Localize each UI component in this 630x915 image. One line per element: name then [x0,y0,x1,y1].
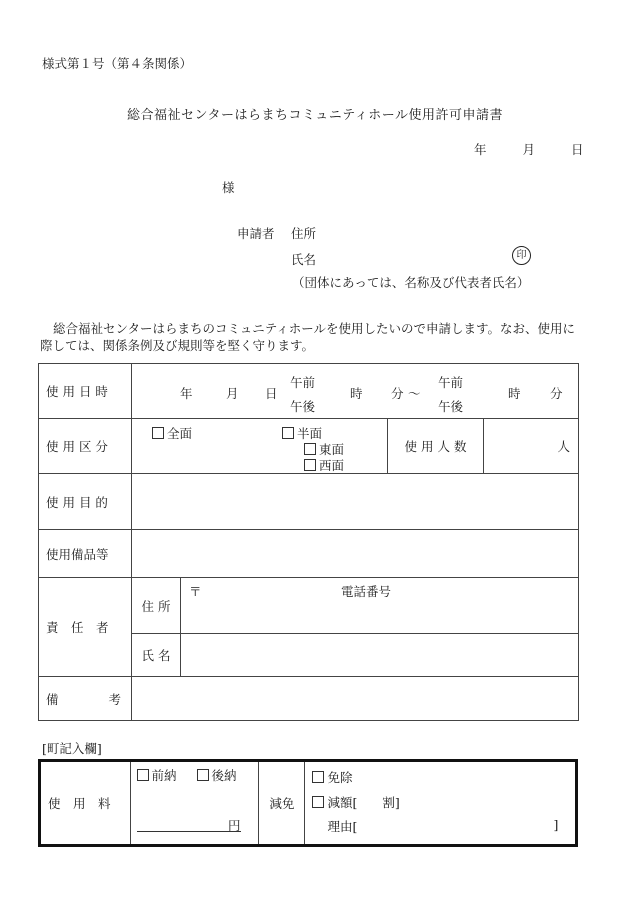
remarks-field[interactable] [132,677,579,721]
phone-label: 電話番号 [341,584,392,599]
dt-am-start[interactable]: 午前 [290,374,316,390]
yen-unit: 円 [227,818,241,833]
addressee-suffix: 様 [222,180,235,195]
prepay-option[interactable]: 前納 [137,766,177,784]
checkbox-icon[interactable] [312,771,324,783]
remarks-label: 備 考 [39,677,132,721]
usage-datetime-label: 使 用 日 時 [39,364,132,419]
dt-pm-start[interactable]: 午後 [290,398,316,414]
resp-address-label: 住 所 [132,578,181,634]
exempt-option[interactable]: 免除 [312,768,352,786]
resp-name-field[interactable] [181,634,579,677]
usage-category-label: 使 用 区 分 [39,419,132,474]
responsible-person-label: 責 任 者 [39,578,132,677]
postal-mark: 〒 [189,584,202,599]
equipment-label: 使用備品等 [39,530,132,578]
declaration-text: 総合福祉センターはらまちのコミュニティホールを使用したいので申請します。なお、使用に際しては、関係条例及び規則等を堅く守ります。 [40,321,576,353]
dt-minute-start: 分 [391,385,404,401]
organization-note: （団体にあっては、名称及び代表者氏名） [292,275,530,290]
fee-amount-input[interactable] [137,816,241,832]
date-day-label: 日 [570,142,584,157]
checkbox-icon[interactable] [197,769,209,781]
form-reference: 様式第１号（第４条関係） [42,56,193,71]
reduction-label: 減免 [259,761,305,846]
usage-datetime-field[interactable] [132,364,579,419]
applicant-name-label: 氏名 [291,252,317,267]
equipment-field[interactable] [132,530,579,578]
people-count-field[interactable] [484,419,579,474]
people-unit: 人 [557,439,570,454]
reduction-field[interactable] [305,761,577,846]
checkbox-icon[interactable] [304,459,316,471]
dt-month: 月 [226,385,239,401]
reduce-option[interactable]: 減額[ 割] [312,793,399,811]
usage-category-field[interactable] [132,419,388,474]
date-year-label: 年 [474,142,487,157]
dt-pm-end[interactable]: 午後 [438,398,464,414]
dt-year: 年 [180,385,193,401]
people-count-label: 使 用 人 数 [388,419,484,474]
option-full[interactable]: 全面 [152,424,192,442]
reason-close: ] [553,817,559,832]
page-title: 総合福祉センターはらまちコミュニティホール使用許可申請書 [127,108,503,123]
option-east[interactable]: 東面 [304,440,344,458]
usage-fee-field[interactable] [130,761,259,846]
dt-am-end[interactable]: 午前 [438,374,464,390]
dt-tilde: ～ [408,385,421,401]
option-west[interactable]: 西面 [304,456,344,474]
office-use-label: [町記入欄] [42,741,102,756]
checkbox-icon[interactable] [304,443,316,455]
postpay-option[interactable]: 後納 [197,766,237,784]
checkbox-icon[interactable] [312,796,324,808]
fee-table [38,759,578,847]
application-date[interactable] [474,140,583,158]
dt-minute-end: 分 [550,385,563,401]
applicant-label: 申請者 [237,226,275,241]
checkbox-icon[interactable] [152,427,164,439]
checkbox-icon[interactable] [137,769,149,781]
checkbox-icon[interactable] [282,427,294,439]
seal-mark: 印 [512,246,531,265]
resp-address-field[interactable] [181,578,579,634]
option-half[interactable]: 半面 [282,424,322,442]
dt-day: 日 [265,385,278,401]
usage-purpose-label: 使 用 目 的 [39,474,132,530]
dt-hour-start: 時 [350,385,363,401]
reason-label: 理由[ [327,819,358,834]
usage-fee-label: 使 用 料 [40,761,131,846]
usage-purpose-field[interactable] [132,474,579,530]
date-month-label: 月 [522,142,535,157]
applicant-address-label: 住所 [291,226,317,241]
resp-name-label: 氏 名 [132,634,181,677]
usage-table [38,363,579,721]
dt-hour-end: 時 [508,385,521,401]
